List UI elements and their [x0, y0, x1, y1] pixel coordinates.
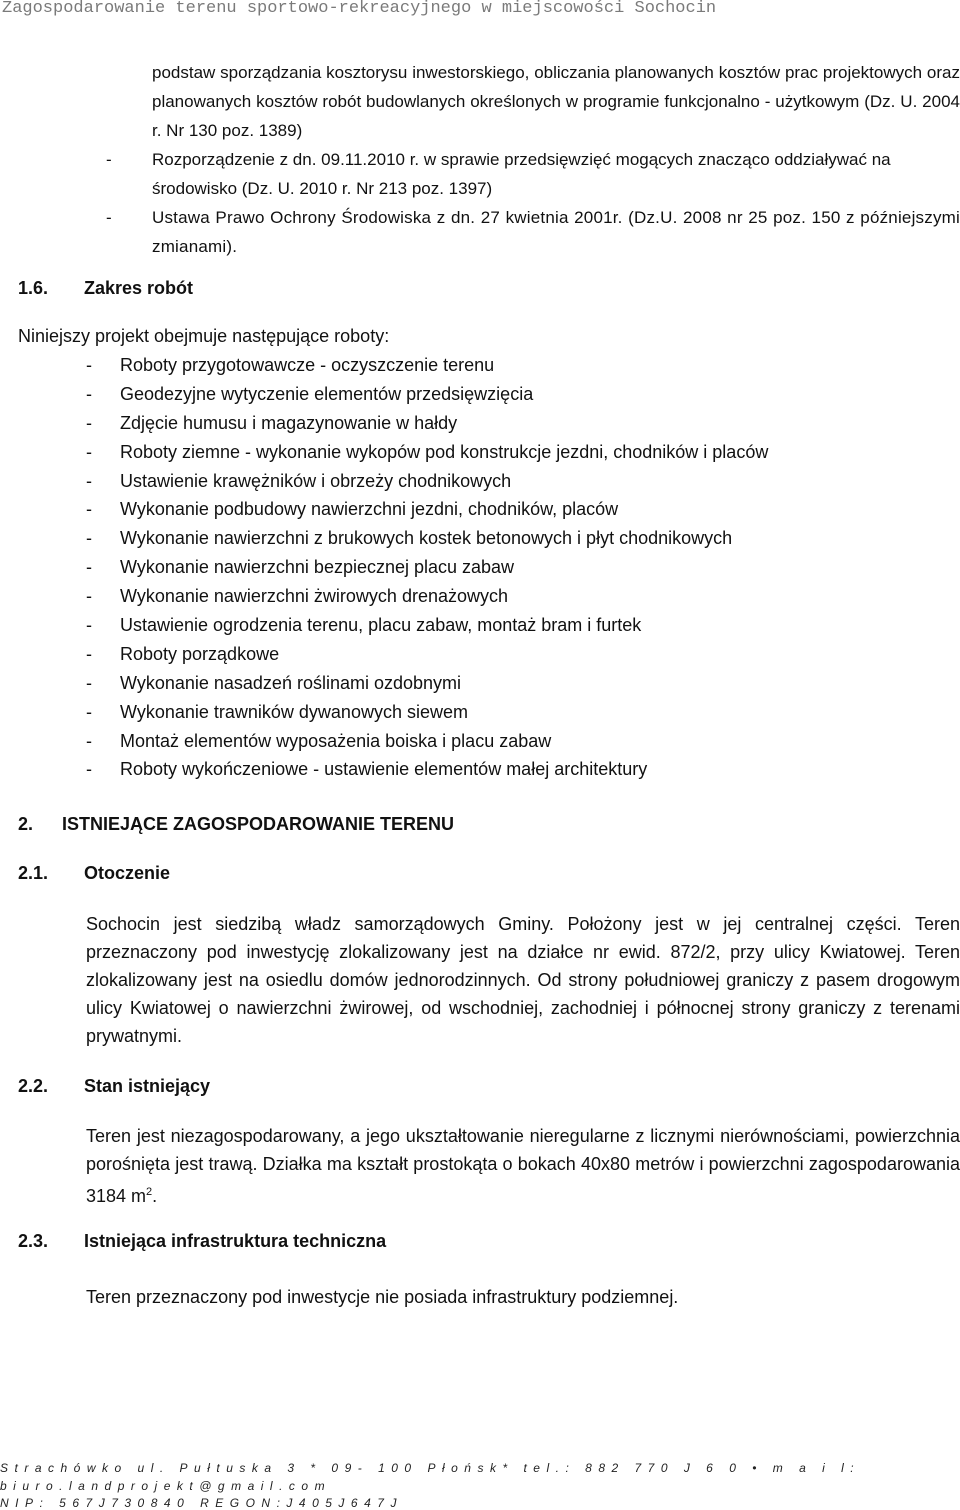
list-dash: - [86, 701, 92, 722]
list-item [86, 351, 768, 380]
law-item [106, 145, 960, 203]
infrastructure-paragraph: Teren przeznaczony pod inwestycje nie posiada infrastruktury podziemnej. [86, 1287, 679, 1307]
works-list [86, 351, 768, 784]
list-item [86, 553, 768, 582]
list-dash: - [106, 150, 112, 169]
list-item-text: Zdjęcie humusu i magazynowanie w hałdy [120, 412, 458, 433]
sentence-end: . [152, 1186, 158, 1206]
list-dash: - [86, 672, 92, 693]
list-item-text: Wykonanie nawierzchni żwirowych drenażowych [120, 586, 509, 607]
surroundings-paragraph: Sochocin jest siedzibą władz samorządowych Gminy. Położony jest w jej centralnej części. Teren przeznaczony pod inwestycję zlokalizowany jest na działce nr ewid. 872/2, przy ulicy Kwiatowej. Teren zlokalizowany jest na osiedlu domów jednorodzinnych. Od strony południowej graniczy z pasem drogowym ulicy Kwiatowej o nawierzchni żwirowej, od wschodniej, zachodniej i północnej strony graniczy z terenami prywatnymi. [86, 914, 960, 1046]
section-number: 2.3. [18, 1231, 49, 1251]
list-item-text: Roboty ziemne - wykonanie wykopów pod konstrukcje jezdni, chodników i placów [120, 441, 769, 462]
list-item [86, 727, 768, 756]
list-item-text: Wykonanie nawierzchni z brukowych kostek betonowych i płyt chodnikowych [120, 528, 733, 549]
list-item [86, 698, 768, 727]
list-dash: - [86, 643, 92, 664]
footer-registration: NIP: 567J730840 REGON:J405J647J [0, 1496, 403, 1510]
footer-email: biuro.landprojekt@gmail.com [0, 1479, 332, 1493]
list-item-text: Wykonanie trawników dywanowych siewem [120, 701, 468, 722]
list-dash: - [106, 208, 112, 227]
list-item [86, 755, 768, 784]
list-item-text: Ustawienie krawężników i obrzeży chodnikowych [120, 470, 512, 491]
list-item-text: Roboty wykończeniowe - ustawienie elementów małej architektury [120, 759, 648, 780]
list-item [86, 582, 768, 611]
list-dash: - [86, 528, 92, 549]
continuation-text: podstaw sporządzania kosztorysu inwestorskiego, obliczania planowanych kosztów prac projektowych oraz planowanych kosztów robót budowlanych określonych w programie funkcjonalno - użytkowym (Dz. U. 2004 r. Nr 130 poz. 1389) [152, 63, 960, 140]
list-item-text: Ustawienie ogrodzenia terenu, placu zabaw, montaż bram i furtek [120, 615, 642, 636]
legal-basis-continuation [106, 58, 960, 261]
area-superscript: 2 [146, 1186, 153, 1198]
list-item-text: Roboty porządkowe [120, 643, 280, 664]
scope-lead: Niniejszy projekt obejmuje następujące roboty: [18, 326, 390, 346]
list-dash: - [86, 412, 92, 433]
list-item-text: Wykonanie podbudowy nawierzchni jezdni, chodników, placów [120, 499, 619, 520]
list-dash: - [86, 355, 92, 375]
section-number: 2.2. [18, 1076, 49, 1096]
list-dash: - [86, 383, 92, 404]
list-item [86, 524, 768, 553]
list-item [86, 611, 768, 640]
list-item [86, 640, 768, 669]
list-item [86, 495, 768, 524]
list-dash: - [86, 730, 92, 751]
law-item-text: Rozporządzenie z dn. 09.11.2010 r. w sprawie przedsięwzięć mogących znacząco oddziaływać na środowisko (Dz. U. 2010 r. Nr 213 poz. 1397) [152, 150, 891, 198]
existing-state-text: Teren jest niezagospodarowany, a jego ukształtowanie nieregularne z licznymi nierównościami, powierzchnia porośnięta jest trawą. Działka ma kształt prostokąta o bokach 40x80 metrów i powierzchni zagospodarowania 3184 m [86, 1126, 960, 1206]
list-item-text: Geodezyjne wytyczenie elementów przedsięwzięcia [120, 383, 534, 404]
list-dash: - [86, 499, 92, 520]
list-dash: - [86, 586, 92, 607]
section-number: 1.6. [18, 278, 49, 298]
section-title: Zakres robót [84, 278, 194, 298]
list-item-text: Wykonanie nawierzchni bezpiecznej placu zabaw [120, 557, 515, 578]
footer-address: Strachówko ul. Pułtuska 3 * 09- 100 Płońsk* tel.: 882 770 J 6 0 • m a i l: [0, 1461, 861, 1475]
list-item [86, 438, 768, 467]
list-item [86, 467, 768, 496]
section-title: Stan istniejący [84, 1076, 211, 1096]
section-title: ISTNIEJĄCE ZAGOSPODAROWANIE TERENU [62, 814, 455, 834]
section-title: Istniejąca infrastruktura techniczna [84, 1231, 387, 1251]
document-header: Zagospodarowanie terenu sportowo-rekreacyjnego w miejscowości Sochocin [2, 0, 717, 18]
list-item [86, 669, 768, 698]
list-dash: - [86, 470, 92, 491]
law-item [106, 203, 960, 261]
list-item [86, 380, 768, 409]
list-dash: - [86, 557, 92, 578]
list-item-text: Wykonanie nasadzeń roślinami ozdobnymi [120, 672, 462, 693]
list-dash: - [86, 441, 92, 462]
list-item-text: Roboty przygotowawcze - oczyszczenie terenu [120, 355, 495, 375]
list-item-text: Montaż elementów wyposażenia boiska i placu zabaw [120, 730, 552, 751]
section-number: 2.1. [18, 863, 49, 883]
section-title: Otoczenie [84, 863, 171, 883]
list-dash: - [86, 615, 92, 636]
list-item [86, 409, 768, 438]
law-item-text: Ustawa Prawo Ochrony Środowiska z dn. 27 kwietnia 2001r. (Dz.U. 2008 nr 25 poz. 150 z późniejszymi zmianami). [152, 208, 960, 256]
list-dash: - [86, 759, 92, 780]
existing-state-paragraph [86, 1122, 960, 1210]
section-number: 2. [18, 814, 34, 834]
